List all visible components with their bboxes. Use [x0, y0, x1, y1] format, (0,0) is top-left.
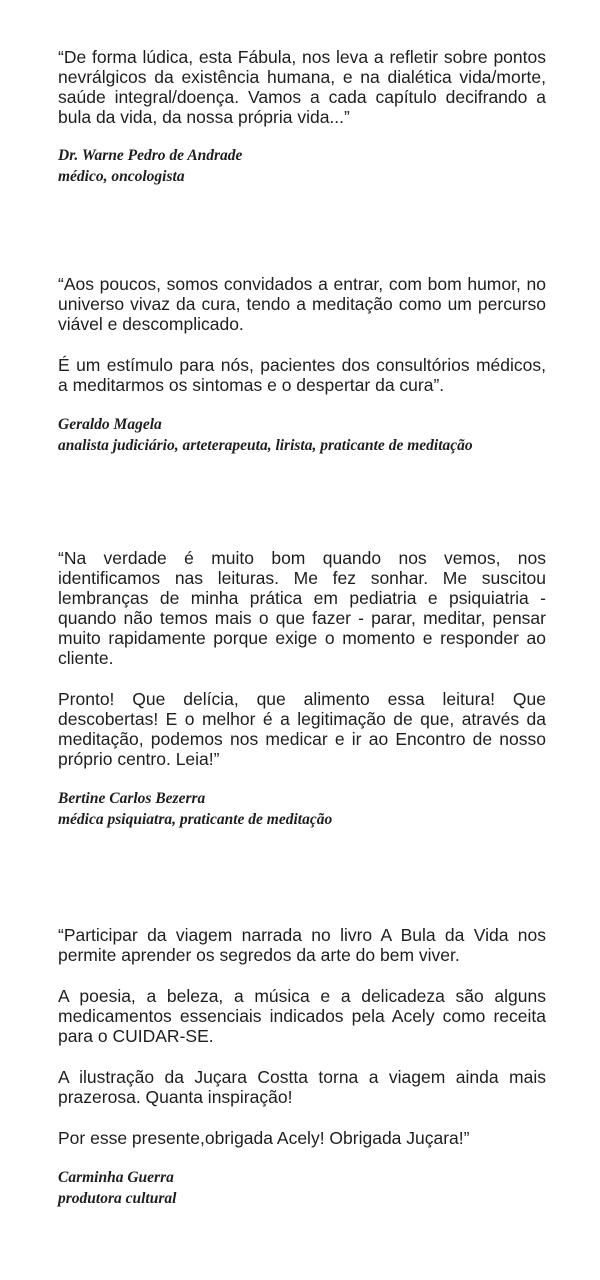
testimonial-4-paragraph-3: A ilustração da Juçara Costta torna a viagem ainda mais prazerosa. Quanta inspiração! [58, 1067, 546, 1107]
author-name: Carminha Guerra [58, 1169, 174, 1186]
author-role: médica psiquiatra, praticante de meditação [58, 811, 333, 828]
testimonial-3-signature [58, 788, 546, 830]
testimonial-1-signature [58, 145, 546, 187]
author-name: Bertine Carlos Bezerra [58, 790, 206, 807]
testimonial-1-paragraph-1: “De forma lúdica, esta Fábula, nos leva a refletir sobre pontos nevrálgicos da existência humana, e na dialética vida/morte, saúde integral/doença. Vamos a cada capítulo decifrando a bula da vida, da nossa própria vida...” [58, 47, 546, 127]
testimonial-3 [58, 548, 546, 830]
author-role: produtora cultural [58, 1190, 177, 1207]
testimonial-4-paragraph-4: Por esse presente,obrigada Acely! Obrigada Juçara!” [58, 1128, 470, 1148]
testimonial-4 [58, 925, 546, 1209]
testimonial-2-signature [58, 414, 546, 456]
testimonial-3-paragraph-2: Pronto! Que delícia, que alimento essa leitura! Que descobertas! E o melhor é a legitimação de que, através da meditação, podemos nos medicar e ir ao Encontro de nosso próprio centro. Leia!” [58, 689, 546, 769]
testimonial-4-paragraph-1: “Participar da viagem narrada no livro A Bula da Vida nos permite aprender os segredos da arte do bem viver. [58, 925, 546, 965]
author-role: analista judiciário, arteterapeuta, lirista, praticante de meditação [58, 437, 473, 454]
testimonial-4-signature [58, 1167, 546, 1209]
testimonial-3-paragraph-1: “Na verdade é muito bom quando nos vemos, nos identificamos nas leituras. Me fez sonhar. Me suscitou lembranças de minha prática em pediatria e psiquiatria - quando não temos mais o que fazer - parar, meditar, pensar muito rapidamente porque exige o momento e responder ao cliente. [58, 548, 546, 668]
testimonial-2 [58, 274, 546, 456]
testimonial-4-paragraph-2: A poesia, a beleza, a música e a delicadeza são alguns medicamentos essenciais indicados pela Acely como receita para o CUIDAR-SE. [58, 986, 546, 1046]
author-name: Dr. Warne Pedro de Andrade [58, 147, 243, 164]
author-role: médico, oncologista [58, 168, 185, 185]
author-name: Geraldo Magela [58, 416, 162, 433]
testimonial-2-paragraph-1: “Aos poucos, somos convidados a entrar, com bom humor, no universo vivaz da cura, tendo a meditação como um percurso viável e descomplicado. [58, 274, 546, 334]
testimonial-2-paragraph-2: É um estímulo para nós, pacientes dos consultórios médicos, a meditarmos os sintomas e o despertar da cura”. [58, 355, 546, 395]
testimonial-1 [58, 47, 546, 187]
